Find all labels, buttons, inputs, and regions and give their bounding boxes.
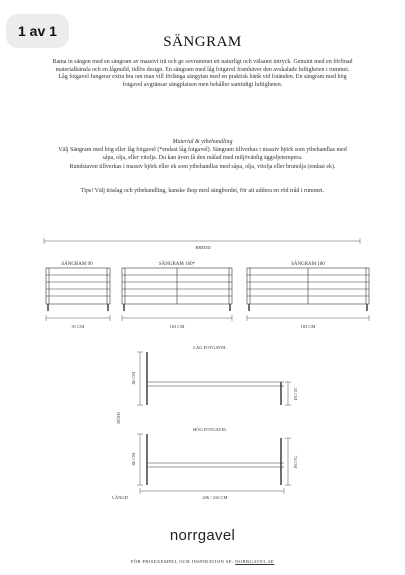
low-height-value: 86 CM	[131, 371, 136, 385]
high-foot-height-value: 74 CM	[293, 455, 298, 469]
bed-90-width: 91 CM	[71, 324, 85, 329]
length-axis-label: LÄNGD	[112, 495, 128, 500]
intro-paragraph: Rama in sängen med en sängram av massivt trä och ge sovrummet ett naturligt och välsamt intryck. Genuint med en förfinad materialkänsla och en lågmäld, tidlös design. En sängram med låg fotgavel framhäver den avskalade luftigheten i rummet. Låg fotgavel fungerar extra bra om man vill förlänga sängytan med en praktisk bänk vid fotänden. En sängram med hög fotgavel avgränsar sängplatsen men behåller samtidigt luftigheten.	[52, 59, 353, 88]
overall-width-dimension	[44, 238, 360, 250]
material-paragraph: Välj Sängram med hög eller låg fotgavel (*endast låg fotgavel). Sängram tillverkas i massiv björk som ytbehandlas med såpa, olja, eller vitolja. Du kan även få den målad med miljövänlig äggoljetempera.	[58, 147, 347, 161]
page-title: SÄNGRAM	[163, 34, 242, 50]
side-view-high-footboard	[131, 427, 298, 485]
footer	[0, 559, 405, 564]
low-footboard-label: LÅG FOTGAVEL	[193, 345, 227, 350]
material-heading: Material & ytbehandling	[172, 139, 233, 145]
bed-160-width: 163 CM	[169, 324, 185, 329]
low-foot-height-value: 32 CM	[293, 387, 298, 401]
length-dimension	[112, 488, 284, 500]
length-value: 206 / 216 CM	[202, 495, 228, 500]
page-indicator: 1 av 1	[6, 14, 69, 48]
tips-paragraph: Tips! Välj träslag och ytbehandling, kanske ihop med sängbordet, för att addera en röd tråd i rummet.	[80, 188, 325, 194]
high-footboard-label: HÖG FOTGAVEL	[192, 427, 228, 432]
bed-front-180	[247, 261, 369, 329]
bed-160-label: SÄNGRAM 160*	[158, 262, 196, 267]
brand-logo: norrgavel	[169, 527, 236, 544]
footer-link[interactable]: NORRGAVEL.SE	[235, 559, 275, 564]
footer-text: FÖR PRISEXEMPEL OCH INSPIRATION SE:	[130, 559, 234, 564]
rundstav-paragraph: Rundstaven tillverkas i massiv björk eller ek som ytbehandlas med såpa, olja, vitolja eller brunolja (endast ek).	[69, 164, 336, 170]
bed-180-width: 183 CM	[300, 324, 316, 329]
high-height-value: 86 CM	[131, 452, 136, 466]
width-label: BREDD	[195, 245, 211, 250]
height-axis-label: HÖJD	[116, 412, 121, 424]
bed-front-160	[122, 261, 232, 329]
bed-front-90	[46, 261, 110, 329]
bed-180-label: SÄNGRAM 180	[291, 262, 325, 267]
bed-90-label: SÄNGRAM 90	[61, 262, 93, 267]
side-view-low-footboard	[131, 345, 298, 405]
